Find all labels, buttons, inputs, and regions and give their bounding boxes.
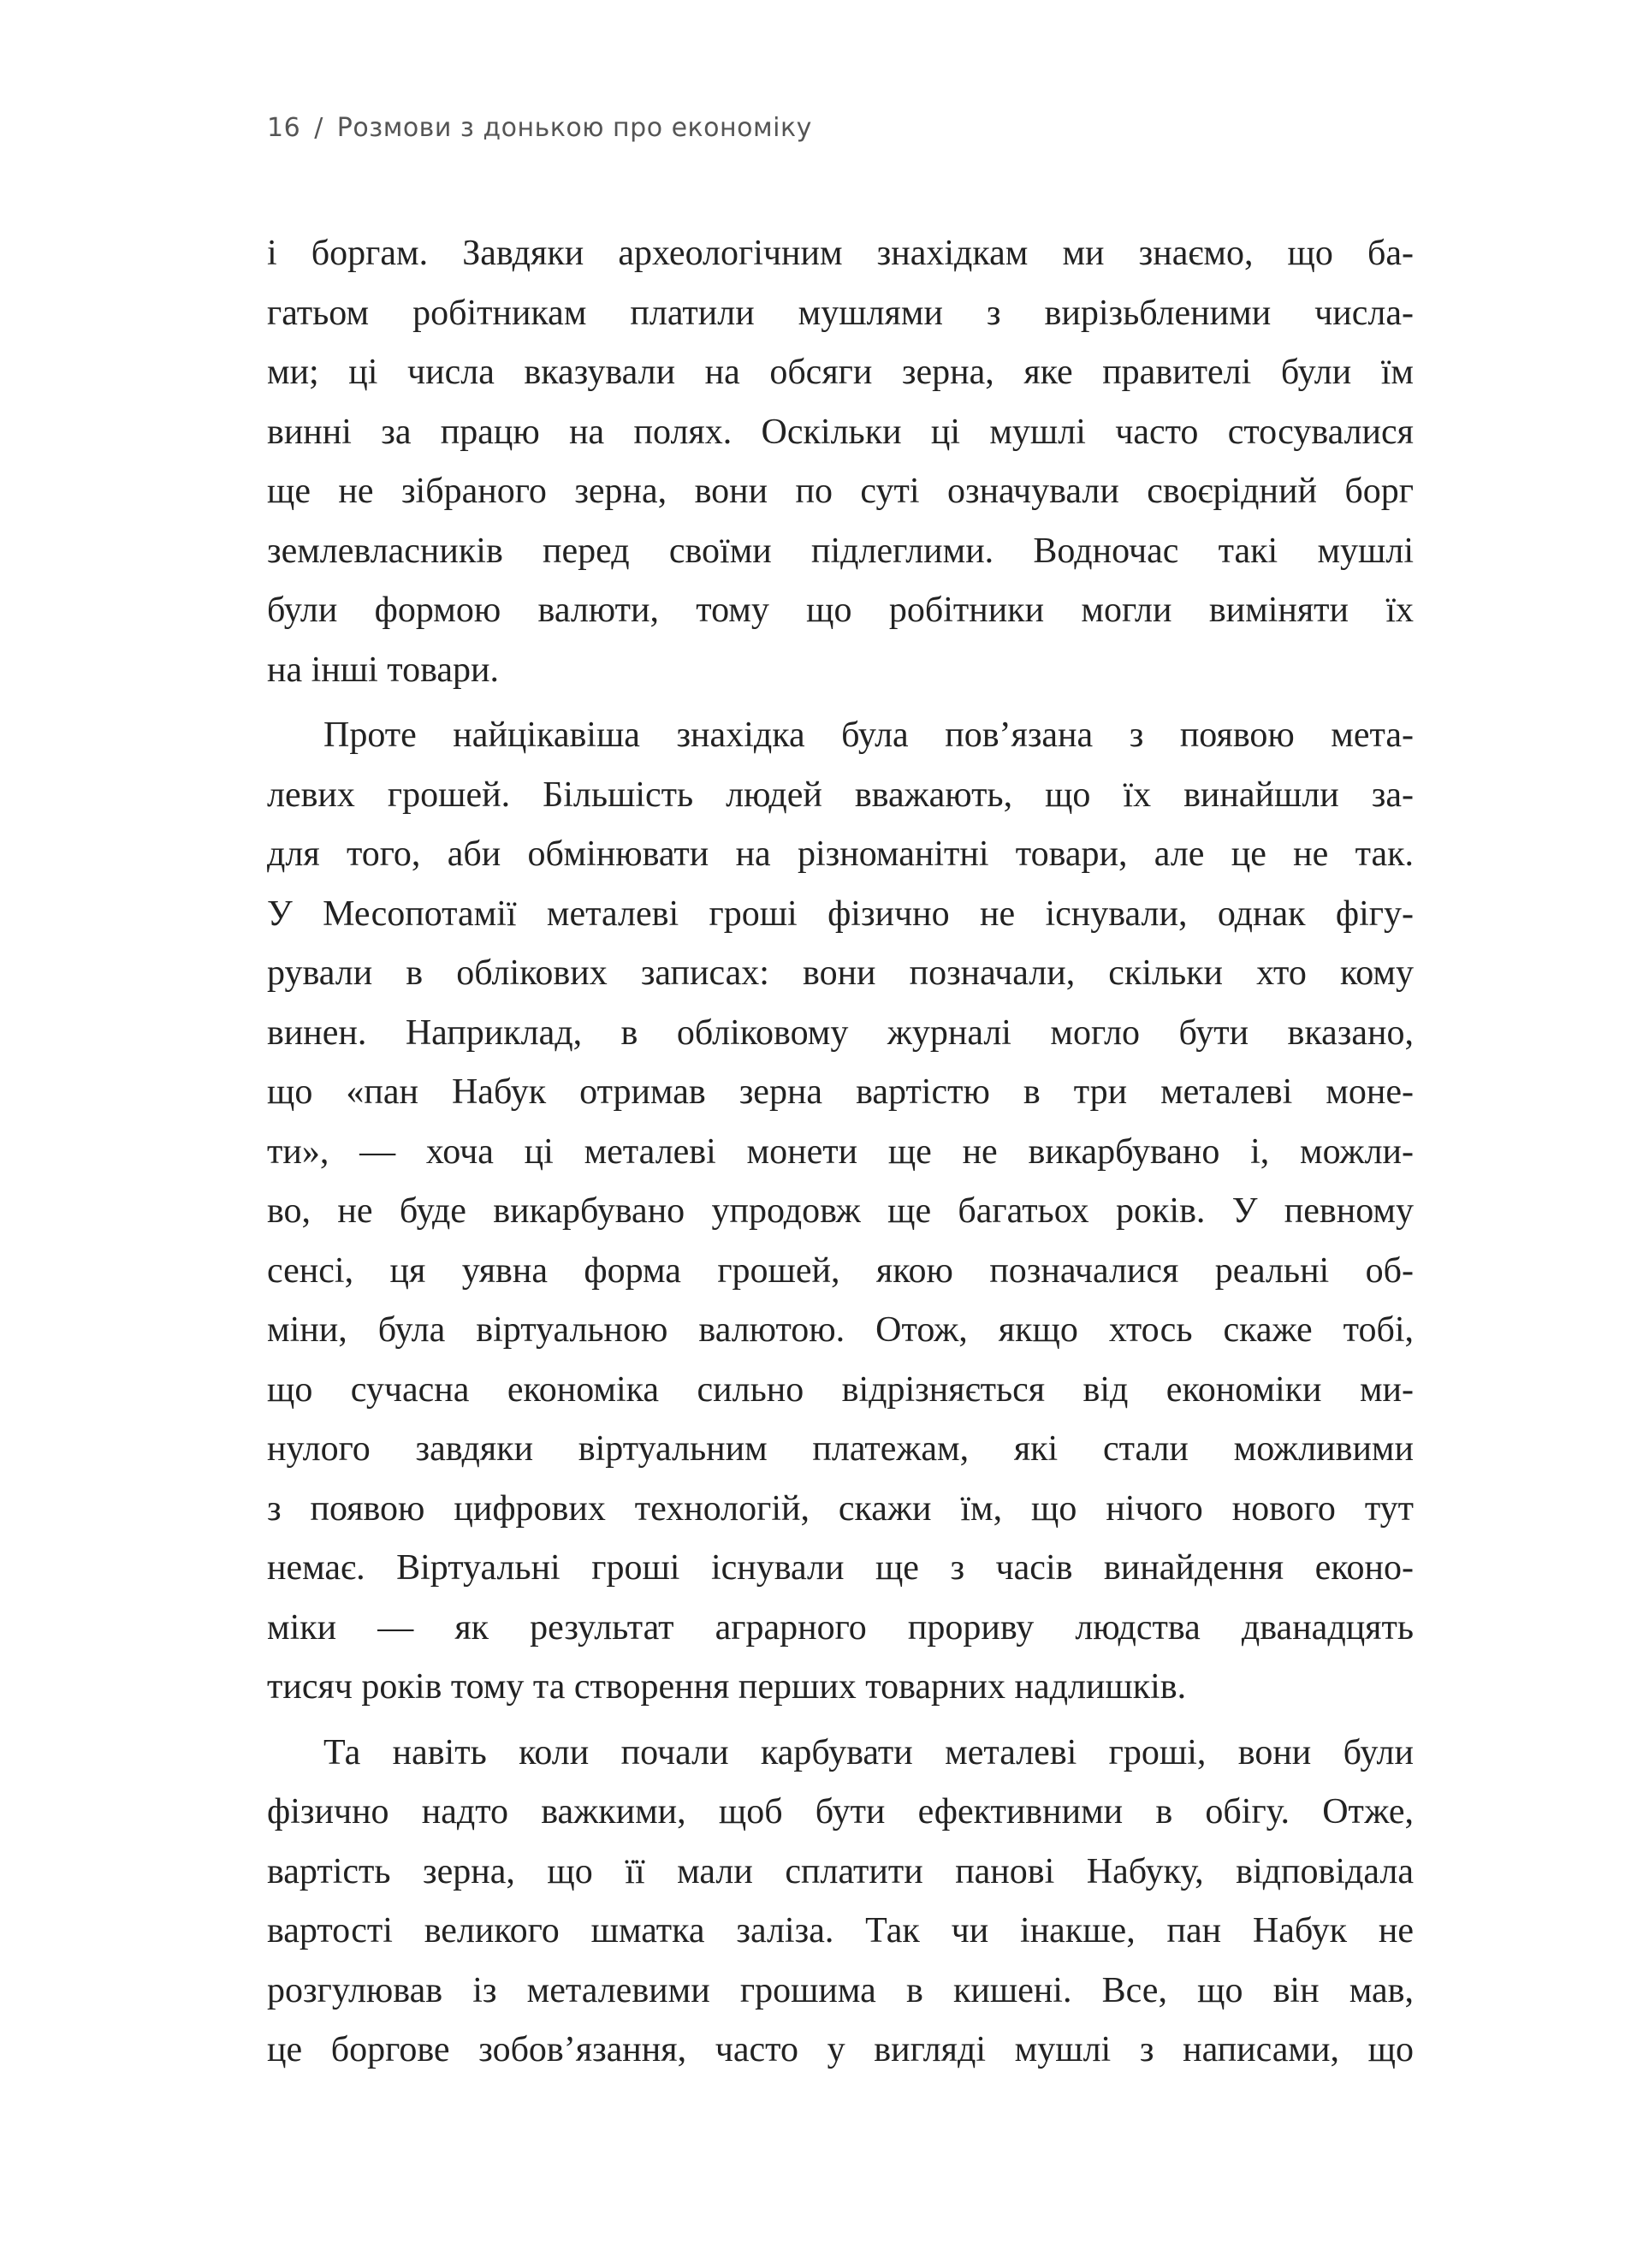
text-line: сенсі, ця уявна форма грошей, якою позначалися реальні об- xyxy=(267,1250,1414,1291)
text-line: це боргове зобов’язання, часто у вигляді мушлі з написами, що xyxy=(267,2030,1414,2069)
page-body-text xyxy=(267,224,1414,2087)
text-line: левих грошей. Більшість людей вважають, що їх винайшли за- xyxy=(267,775,1414,815)
page-number: 16 xyxy=(267,113,301,143)
text-line: для того, аби обмінювати на різноманітні товари, але це не так. xyxy=(267,834,1414,874)
text-line: розгулював із металевими грошима в кишені. Все, що він мав, xyxy=(267,1970,1414,2010)
text-line: землевласників перед своїми підлеглими. Водночас такі мушлі xyxy=(267,531,1414,571)
text-line: ми; ці числа вказували на обсяги зерна, яке правителі були їм xyxy=(267,353,1414,392)
text-line: на інші товари. xyxy=(267,650,499,690)
text-line: во, не буде викарбувано упродовж ще багатьох років. У певному xyxy=(267,1191,1414,1231)
text-line: вартість зерна, що її мали сплатити панові Набуку, відповідала xyxy=(267,1851,1414,1891)
text-line: що «пан Набук отримав зерна вартістю в три металеві моне- xyxy=(267,1072,1414,1112)
text-line: що сучасна економіка сильно відрізняється від економіки ми- xyxy=(267,1369,1414,1410)
paragraph xyxy=(267,1724,1414,2081)
text-line: рували в облікових записах: вони позначали, скільки хто кому xyxy=(267,953,1414,993)
paragraph xyxy=(267,706,1414,1718)
text-line: У Месопотамії металеві гроші фізично не існували, однак фігу- xyxy=(267,894,1414,934)
paragraph xyxy=(267,224,1414,700)
running-header xyxy=(267,113,812,143)
text-line: були формою валюти, тому що робітники могли виміняти їх xyxy=(267,591,1414,630)
text-line: винні за працю на полях. Оскільки ці мушлі часто стосувалися xyxy=(267,412,1414,452)
text-line: міни, була віртуальною валютою. Отож, якщо хтось скаже тобі, xyxy=(267,1310,1414,1350)
text-line: фізично надто важкими, щоб бути ефективними в обігу. Отже, xyxy=(267,1792,1414,1832)
text-line: тисяч років тому та створення перших товарних надлишків. xyxy=(267,1667,1187,1707)
text-line: вартості великого шматка заліза. Так чи інакше, пан Набук не xyxy=(267,1911,1414,1950)
text-line: винен. Наприклад, в обліковому журналі могло бути вказано, xyxy=(267,1012,1414,1053)
header-separator: / xyxy=(314,113,323,143)
text-line: гатьом робітникам платили мушлями з вирізьбленими числа- xyxy=(267,293,1414,333)
text-line: немає. Віртуальні гроші існували ще з часів винайдення еконо- xyxy=(267,1548,1414,1588)
text-line: ти», — хоча ці металеві монети ще не викарбувано і, можли- xyxy=(267,1131,1414,1172)
text-line: нулого завдяки віртуальним платежам, які стали можливими xyxy=(267,1429,1414,1469)
text-line: Проте найцікавіша знахідка була пов’язана з появою мета- xyxy=(323,715,1414,755)
book-title: Розмови з донькою про економіку xyxy=(336,113,812,143)
text-line: і боргам. Завдяки археологічним знахідкам ми знаємо, що ба- xyxy=(267,234,1414,273)
text-line: Та навіть коли почали карбувати металеві гроші, вони були xyxy=(323,1732,1414,1772)
text-line: міки — як результат аграрного прориву людства дванадцять xyxy=(267,1607,1414,1648)
text-line: з появою цифрових технологій, скажи їм, що нічого нового тут xyxy=(267,1488,1414,1529)
text-line: ще не зібраного зерна, вони по суті означували своєрідний борг xyxy=(267,472,1414,511)
